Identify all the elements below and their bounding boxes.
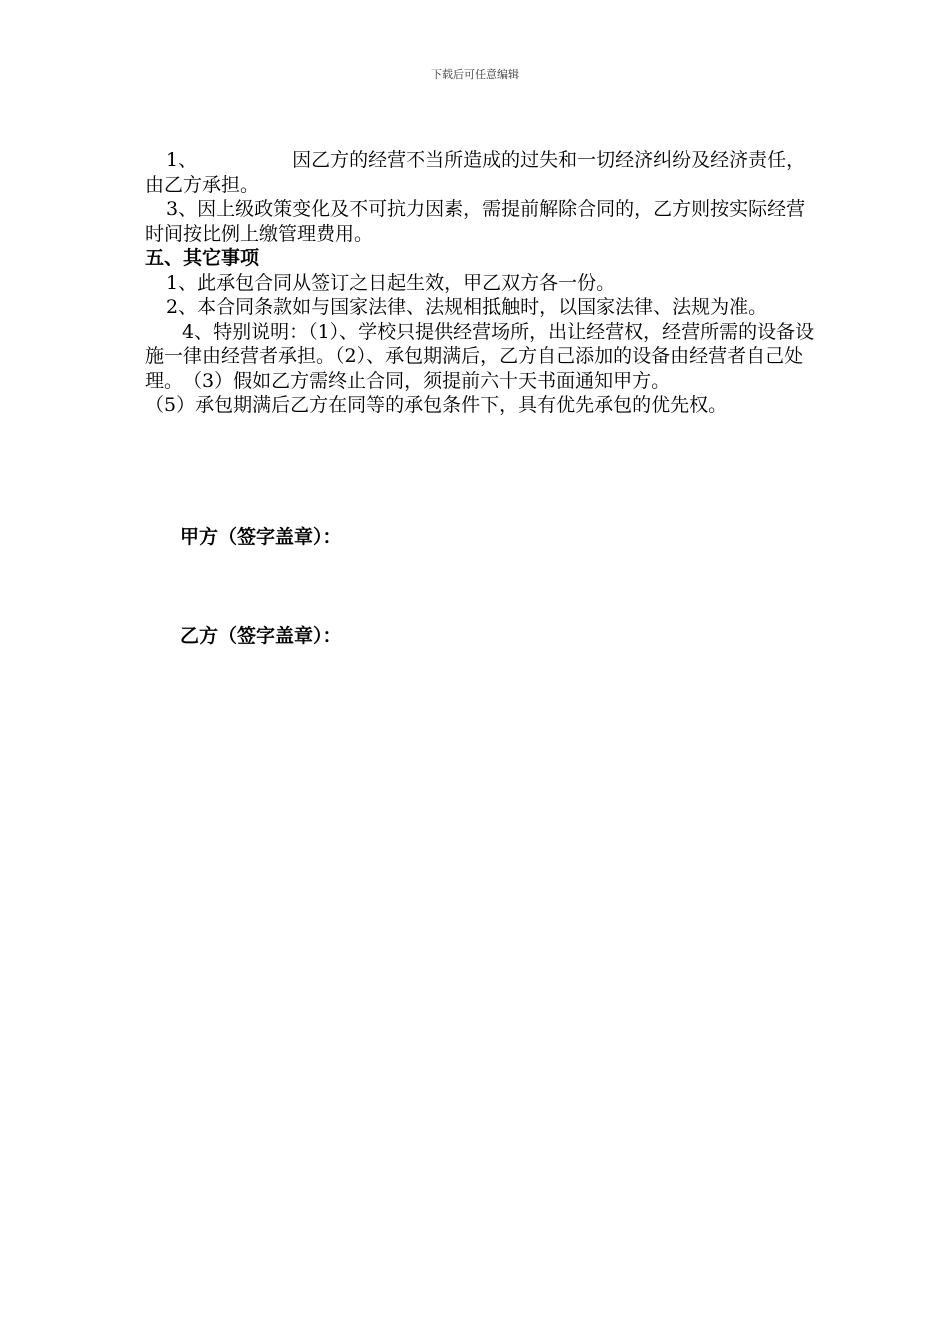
section-5-title: 五、其它事项 [145,247,260,269]
section-5-item-4: 4、特别说明：（1）、学校只提供经营场所，出让经营权，经营所需的设备设施一律由经营者承担。（2）、承包期满后，乙方自己添加的设备由经营者自己处理。 （3）假如乙方需终止合同，须提前六十天书面通知甲方。 [145,320,815,392]
section-5-item-5: （5）承包期满后乙方在同等的承包条件下，具有优先承包的优先权。 [145,394,728,416]
section-5-item-2: 2、本合同条款如与国家法律、法规相抵触时，以国家法律、法规为准。 [166,296,768,318]
clause-1-number: 1、 [166,149,198,171]
clause-1-text: 因乙方的经营不当所造成的过失和一切经济纠纷及经济责任，由乙方承担。 [145,149,806,196]
clause-3: 3、因上级政策变化及不可抗力因素，需提前解除合同的，乙方则按实际经营时间按比例上缴管理费用。 [145,198,806,245]
document-body [145,148,817,418]
party-a-signature-label: 甲方（签字盖章）： [180,526,342,548]
clause-1 [145,148,817,197]
section-5-item-1: 1、此承包合同从签订之日起生效，甲乙双方各一份。 [166,271,616,294]
page-header: 下载后可任意编辑 [431,68,519,81]
party-b-signature-label: 乙方（签字盖章）： [180,625,342,647]
